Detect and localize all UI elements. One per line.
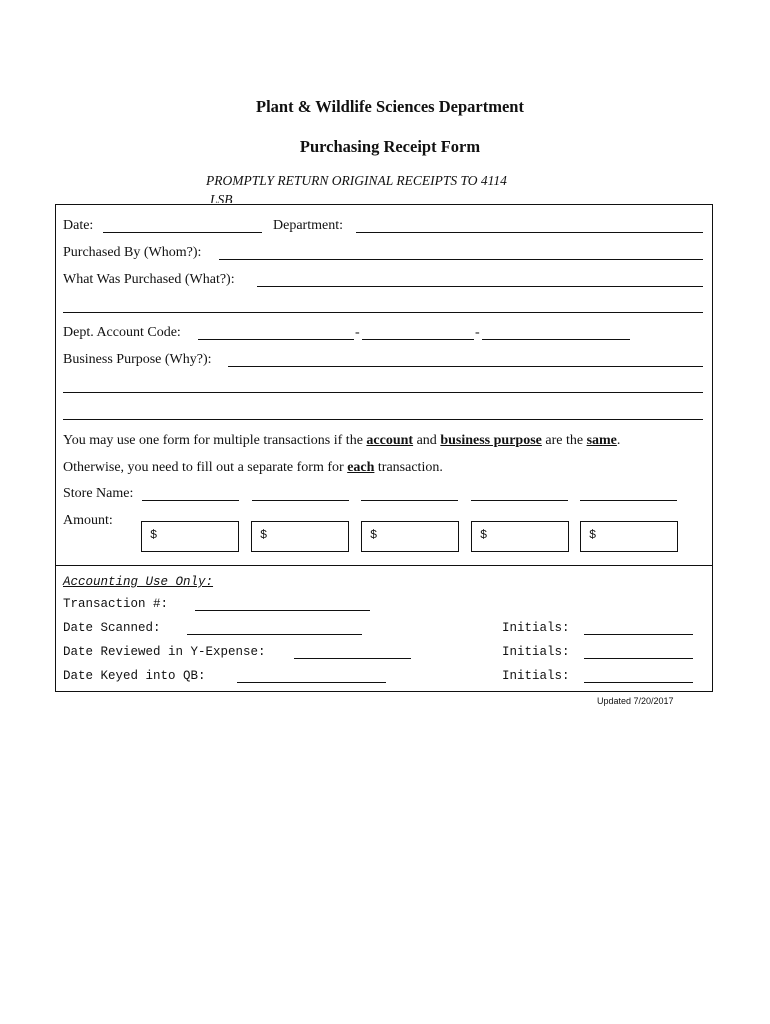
amount-label: Amount: <box>63 513 113 528</box>
instruction-same-account: You may use one form for multiple transactions if the account and business purpose are the same. <box>63 433 621 448</box>
date-keyed-label: Date Keyed into QB: <box>63 669 206 683</box>
store-name-field-1[interactable] <box>142 500 239 501</box>
account-code-label: Dept. Account Code: <box>63 325 181 340</box>
purchased-by-field[interactable] <box>219 259 703 260</box>
date-reviewed-label: Date Reviewed in Y-Expense: <box>63 645 266 659</box>
account-code-separator: - <box>355 325 360 340</box>
dollar-sign: $ <box>480 528 488 542</box>
date-field[interactable] <box>103 232 262 233</box>
amount-field-5[interactable] <box>580 521 678 552</box>
amount-field-3[interactable] <box>361 521 459 552</box>
amount-field-4[interactable] <box>471 521 569 552</box>
accounting-heading: Accounting Use Only: <box>63 575 214 589</box>
account-code-part2[interactable] <box>362 339 474 340</box>
updated-date: Updated 7/20/2017 <box>597 696 674 706</box>
initials-field-reviewed[interactable] <box>584 658 693 659</box>
transaction-field[interactable] <box>195 610 370 611</box>
store-name-field-5[interactable] <box>580 500 677 501</box>
dollar-sign: $ <box>150 528 158 542</box>
store-name-field-3[interactable] <box>361 500 458 501</box>
account-code-part3[interactable] <box>482 339 630 340</box>
business-purpose-field-continued[interactable] <box>63 419 703 420</box>
store-name-label: Store Name: <box>63 486 134 501</box>
store-name-field-2[interactable] <box>252 500 349 501</box>
amount-field-2[interactable] <box>251 521 349 552</box>
instruction-separate-form: Otherwise, you need to fill out a separate form for each transaction. <box>63 460 443 475</box>
transaction-label: Transaction #: <box>63 597 169 611</box>
initials-label: Initials: <box>502 645 570 659</box>
store-name-field-4[interactable] <box>471 500 568 501</box>
initials-label: Initials: <box>502 621 570 635</box>
initials-field-keyed[interactable] <box>584 682 693 683</box>
return-notice-location: LSB <box>210 192 233 203</box>
date-keyed-field[interactable] <box>237 682 386 683</box>
business-purpose-field[interactable] <box>228 366 703 367</box>
amount-field-1[interactable] <box>141 521 239 552</box>
return-notice: PROMPTLY RETURN ORIGINAL RECEIPTS TO 4114 <box>206 173 507 188</box>
business-purpose-field-continued[interactable] <box>63 392 703 393</box>
date-scanned-field[interactable] <box>187 634 362 635</box>
date-label: Date: <box>63 218 94 233</box>
department-label: Department: <box>273 218 343 233</box>
dollar-sign: $ <box>589 528 597 542</box>
department-title: Plant & Wildlife Sciences Department <box>256 97 524 116</box>
initials-label: Initials: <box>502 669 570 683</box>
department-field[interactable] <box>356 232 703 233</box>
business-purpose-label: Business Purpose (Why?): <box>63 352 212 367</box>
account-code-separator: - <box>475 325 480 340</box>
purchased-by-label: Purchased By (Whom?): <box>63 245 202 260</box>
dollar-sign: $ <box>370 528 378 542</box>
what-purchased-field-continued[interactable] <box>63 312 703 313</box>
date-reviewed-field[interactable] <box>294 658 411 659</box>
what-purchased-label: What Was Purchased (What?): <box>63 272 235 287</box>
form-title: Purchasing Receipt Form <box>299 137 481 156</box>
what-purchased-field[interactable] <box>257 286 703 287</box>
dollar-sign: $ <box>260 528 268 542</box>
date-scanned-label: Date Scanned: <box>63 621 161 635</box>
initials-field-scanned[interactable] <box>584 634 693 635</box>
account-code-part1[interactable] <box>198 339 354 340</box>
